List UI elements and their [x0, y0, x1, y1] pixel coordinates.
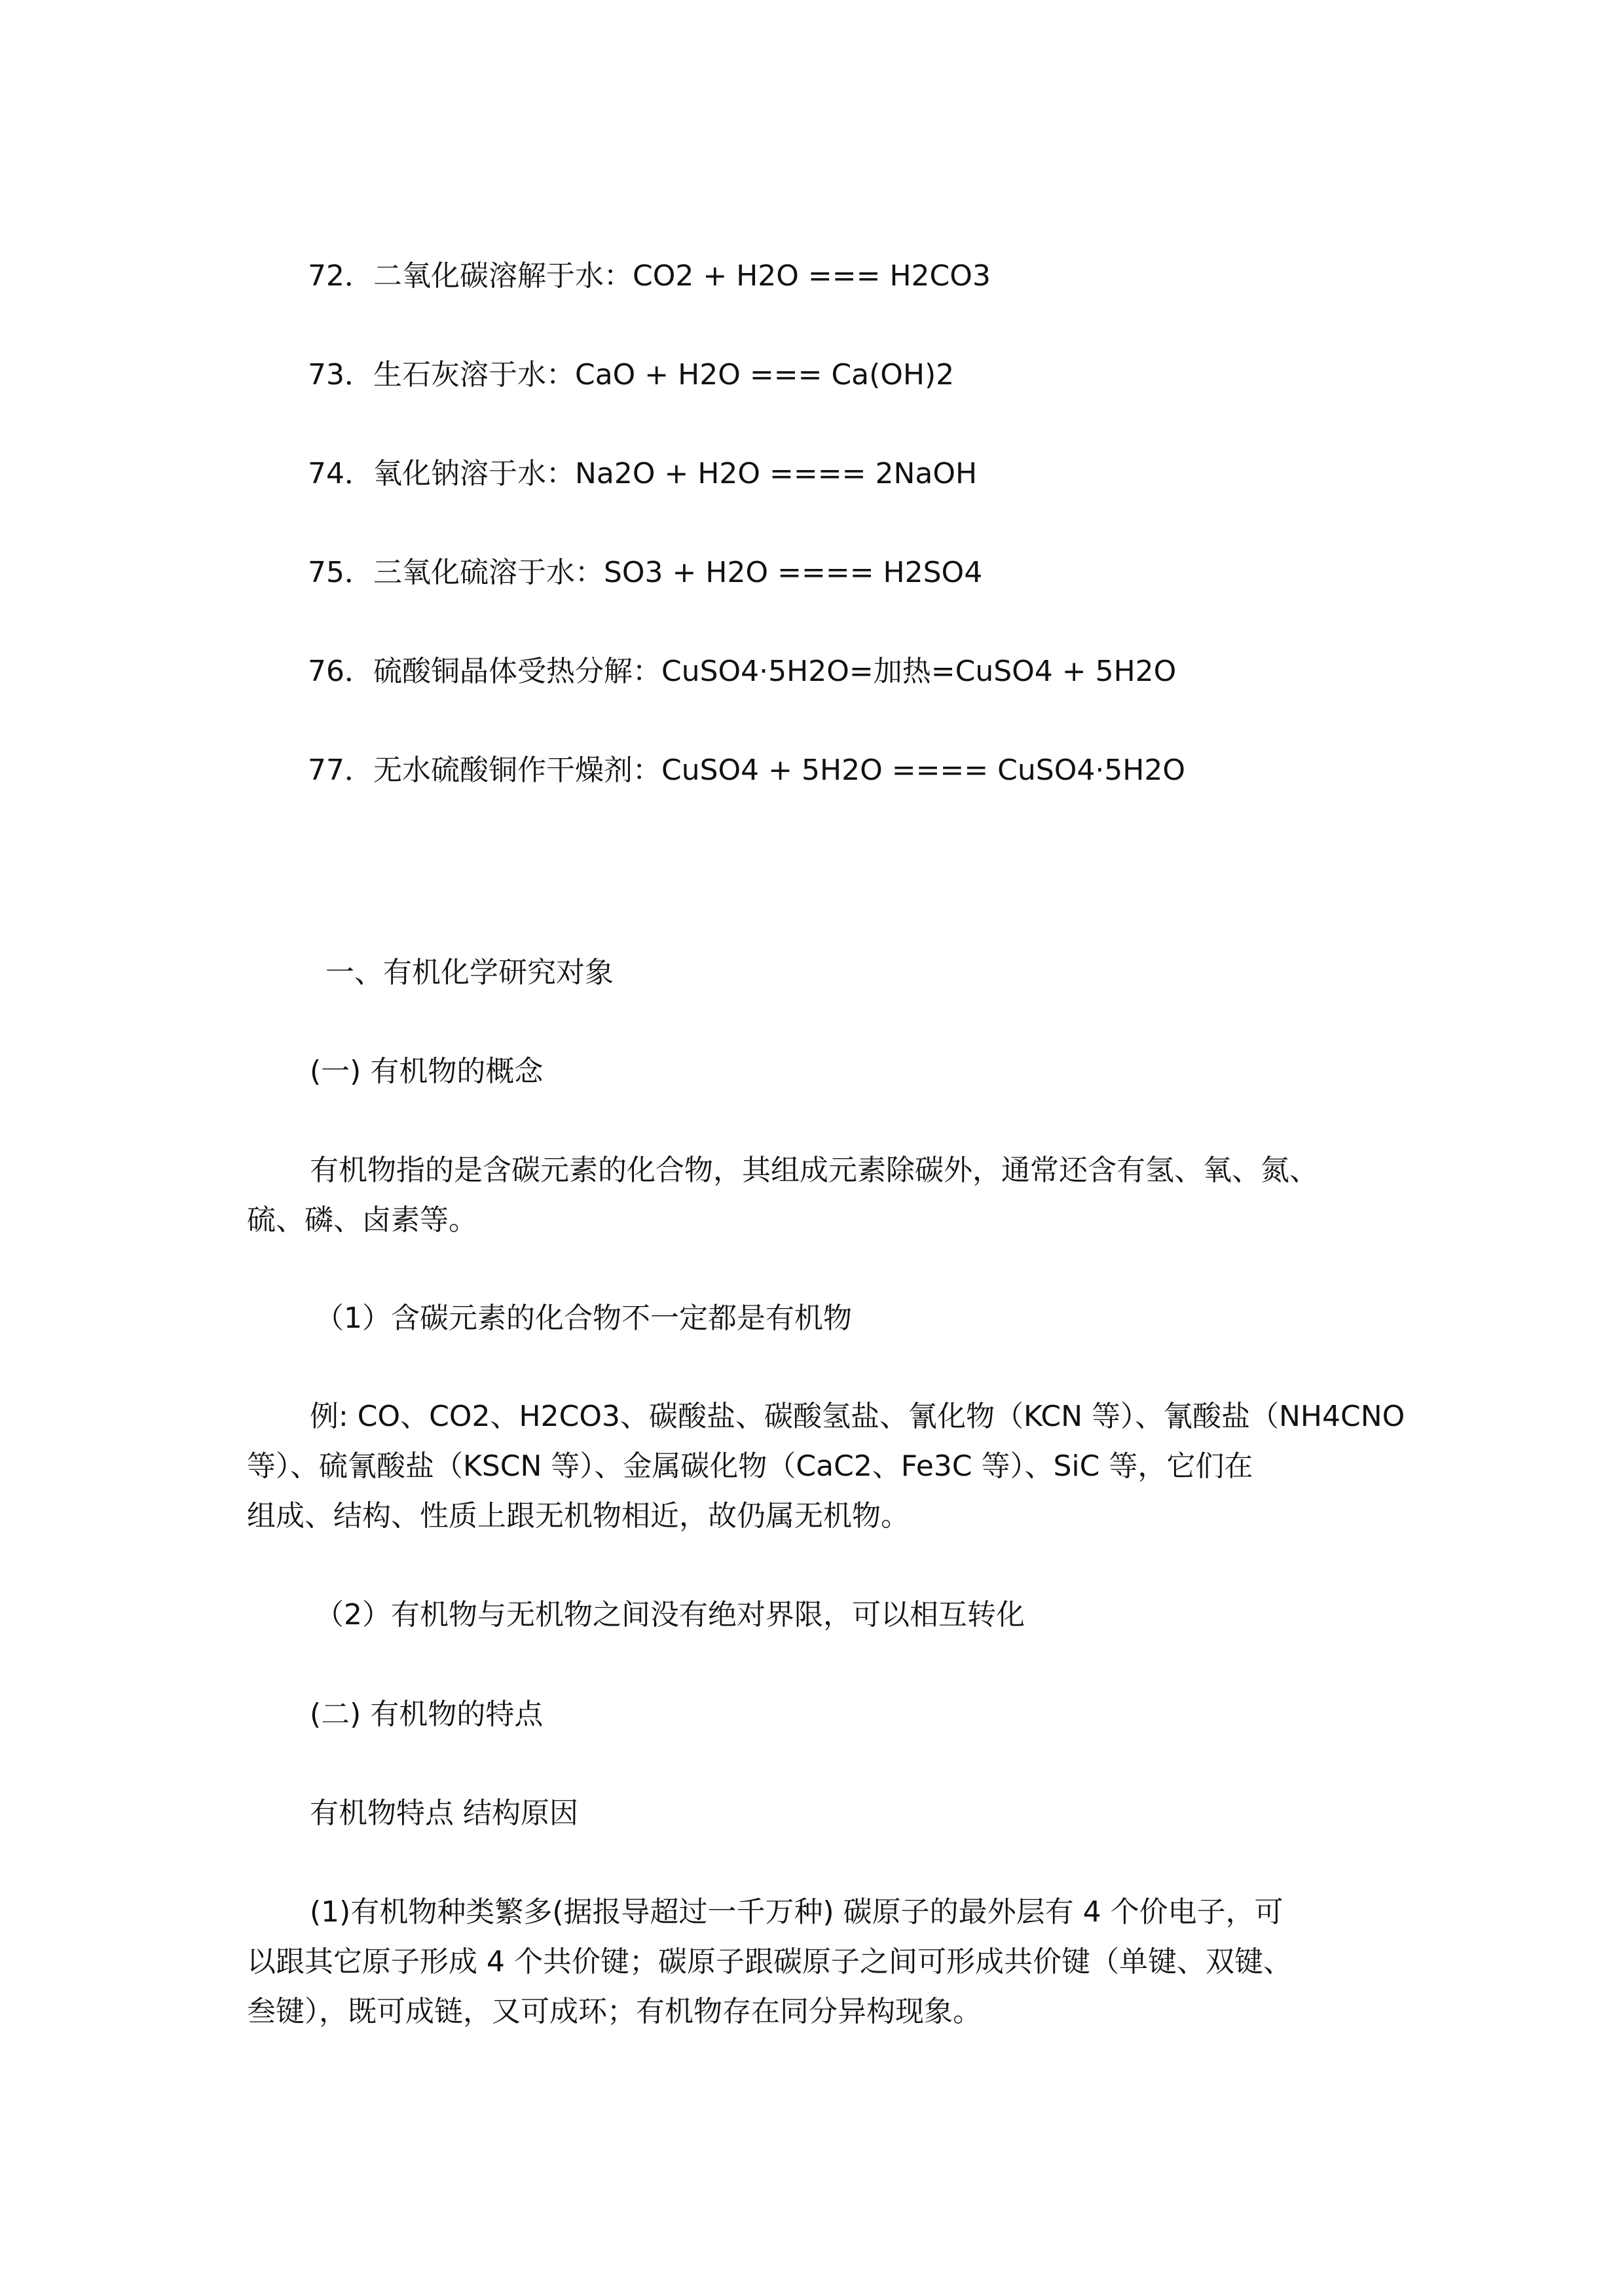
example-paragraph — [247, 1392, 1405, 1541]
definition-paragraph — [247, 1146, 1399, 1245]
feature-1-paragraph — [247, 1887, 1399, 2037]
equation-text: 硫酸铜晶体受热分解：CuSO4·5H2O=加热=CuSO4 + 5H2O — [373, 655, 1177, 688]
equation-76 — [308, 655, 1176, 689]
point-1: （1）含碳元素的化合物不一定都是有机物 — [315, 1302, 852, 1335]
example-line-3: 组成、结构、性质上跟无机物相近，故仍属无机物。 — [247, 1499, 910, 1533]
equation-number: 74． — [308, 457, 373, 490]
equation-74 — [308, 457, 977, 491]
equation-text: 三氧化硫溶于水：SO3 + H2O ==== H2SO4 — [373, 556, 983, 589]
equation-text: 二氧化碳溶解于水：CO2 + H2O === H2CO3 — [373, 259, 991, 293]
definition-line-2: 硫、磷、卤素等。 — [247, 1203, 477, 1237]
example-line-2: 等）、硫氰酸盐（KSCN 等）、金属碳化物（CaC2、Fe3C 等）、SiC 等，它们在 — [247, 1449, 1253, 1483]
example-line-1: 例: CO、CO2、H2CO3、碳酸盐、碳酸氢盐、氰化物（KCN 等）、氰酸盐（NH4CNO — [310, 1400, 1405, 1433]
feature-1-line-2: 以跟其它原子形成 4 个共价键；碳原子跟碳原子之间可形成共价键（单键、双键、 — [247, 1945, 1292, 1978]
point-2: （2）有机物与无机物之间没有绝对界限，可以相互转化 — [315, 1598, 1025, 1631]
equation-text: 氧化钠溶于水：Na2O + H2O ==== 2NaOH — [373, 457, 978, 490]
definition-line-1: 有机物指的是含碳元素的化合物，其组成元素除碳外，通常还含有氢、氧、氮、 — [310, 1154, 1318, 1187]
equation-75 — [308, 556, 982, 590]
subsection-title-features: (二) 有机物的特点 — [310, 1698, 544, 1731]
features-table-header: 有机物特点 结构原因 — [310, 1796, 578, 1830]
equation-number: 77． — [308, 754, 373, 787]
subsection-title-concept: (一) 有机物的概念 — [310, 1055, 544, 1088]
equation-number: 75． — [308, 556, 373, 589]
equation-text: 生石灰溶于水：CaO + H2O === Ca(OH)2 — [373, 358, 955, 392]
equation-text: 无水硫酸铜作干燥剂：CuSO4 + 5H2O ==== CuSO4·5H2O — [373, 754, 1186, 787]
section-title: 一、有机化学研究对象 — [325, 956, 614, 989]
equation-number: 72． — [308, 259, 373, 293]
equation-number: 73． — [308, 358, 373, 392]
feature-1-line-1: (1)有机物种类繁多(据报导超过一千万种) 碳原子的最外层有 4 个价电子，可 — [310, 1895, 1283, 1929]
equation-number: 76． — [308, 655, 373, 688]
equation-73 — [308, 358, 954, 392]
equation-77 — [308, 754, 1185, 788]
feature-1-line-3: 叁键），既可成链，又可成环；有机物存在同分异构现象。 — [247, 1995, 982, 2028]
equation-72 — [308, 259, 991, 293]
